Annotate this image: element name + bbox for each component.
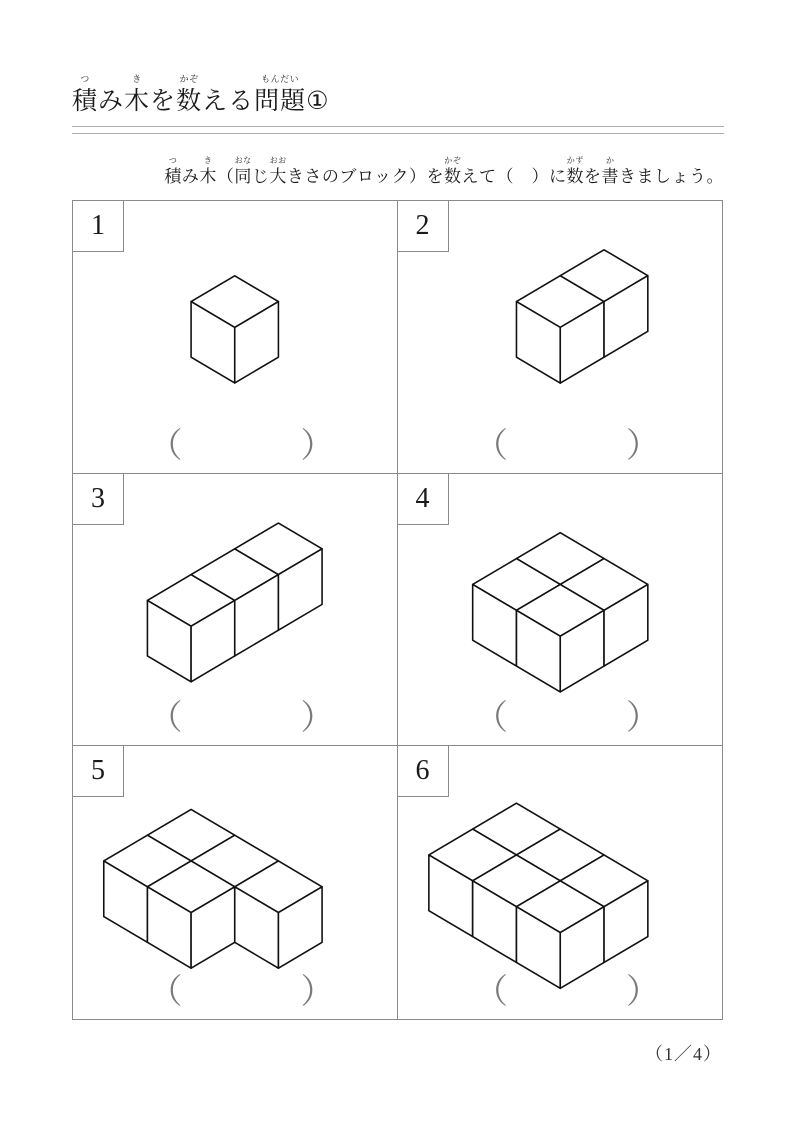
text-segment: を [150, 86, 177, 115]
problem-cell-4 [398, 474, 723, 747]
kanji-base: 数 [444, 167, 462, 187]
answer-blank-3[interactable]: （ ） [148, 700, 377, 738]
text-segment: み [98, 86, 125, 115]
furigana: かず [566, 156, 584, 166]
kanji-base: 積 [72, 86, 99, 115]
page-number: （1／4） [645, 1044, 722, 1064]
kanji-base: 大 [269, 167, 287, 187]
kanji-base: 同 [234, 167, 252, 187]
problem-cell-3 [73, 474, 398, 747]
answer-blank-4[interactable]: （ ） [474, 700, 702, 738]
kanji-base: 積 [164, 167, 182, 187]
ruby-segment [124, 75, 150, 114]
text-segment: える [202, 86, 255, 115]
answer-blank-5[interactable]: （ ） [148, 973, 377, 1011]
ruby-segment [567, 157, 585, 186]
problem-cell-2 [398, 201, 723, 474]
text-segment: を [584, 167, 602, 187]
furigana: かぞ [179, 73, 199, 84]
furigana: おお [269, 156, 287, 166]
ruby-segment [164, 157, 182, 186]
problem-number-3: 3 [72, 473, 124, 525]
problem-cell-6 [398, 746, 723, 1019]
ruby-segment [444, 157, 462, 186]
furigana: き [203, 156, 213, 166]
kanji-base: 書 [601, 167, 619, 187]
problem-grid [72, 200, 723, 1020]
problem-number-2: 2 [397, 200, 449, 252]
text-segment: （ [216, 167, 235, 187]
text-segment: きさのブロック）を [286, 167, 444, 187]
ruby-segment [254, 75, 306, 114]
instruction-line [164, 140, 724, 186]
header-rule-top [72, 126, 724, 127]
problem-number-4: 4 [397, 473, 449, 525]
ruby-segment [176, 75, 202, 114]
kanji-base: 数 [566, 167, 584, 187]
answer-blank-2[interactable]: （ ） [474, 427, 702, 465]
page-title [72, 68, 724, 118]
ruby-segment [269, 157, 287, 186]
text-segment: えて（ ）に [461, 167, 567, 187]
furigana: かぞ [444, 156, 462, 166]
answer-blank-6[interactable]: （ ） [474, 973, 702, 1011]
kanji-base: 数 [176, 86, 203, 115]
furigana: おな [234, 156, 252, 166]
problem-cell-1 [73, 201, 398, 474]
furigana: か [606, 156, 615, 166]
page-title-text [72, 68, 724, 114]
furigana: つ [80, 73, 90, 84]
problem-number-5: 5 [72, 745, 124, 797]
text-segment: きましょう。 [619, 167, 724, 187]
problem-number-6: 6 [397, 745, 449, 797]
furigana: き [132, 73, 142, 84]
header-rule-bottom [72, 133, 724, 134]
furigana: つ [168, 156, 178, 166]
kanji-base: 木 [199, 167, 217, 187]
kanji-base: 木 [124, 86, 151, 115]
ruby-segment [199, 157, 217, 186]
problem-cell-5 [73, 746, 398, 1019]
kanji-base: 問題 [254, 86, 307, 115]
instruction-text [72, 150, 724, 186]
ruby-segment [72, 75, 98, 114]
text-segment: ① [306, 86, 330, 115]
problem-number-1: 1 [72, 200, 124, 252]
text-segment: み [181, 167, 200, 187]
answer-blank-1[interactable]: （ ） [148, 427, 377, 465]
furigana: もんだい [261, 73, 300, 84]
text-segment: じ [251, 167, 270, 187]
ruby-segment [602, 157, 620, 186]
ruby-segment [234, 157, 252, 186]
